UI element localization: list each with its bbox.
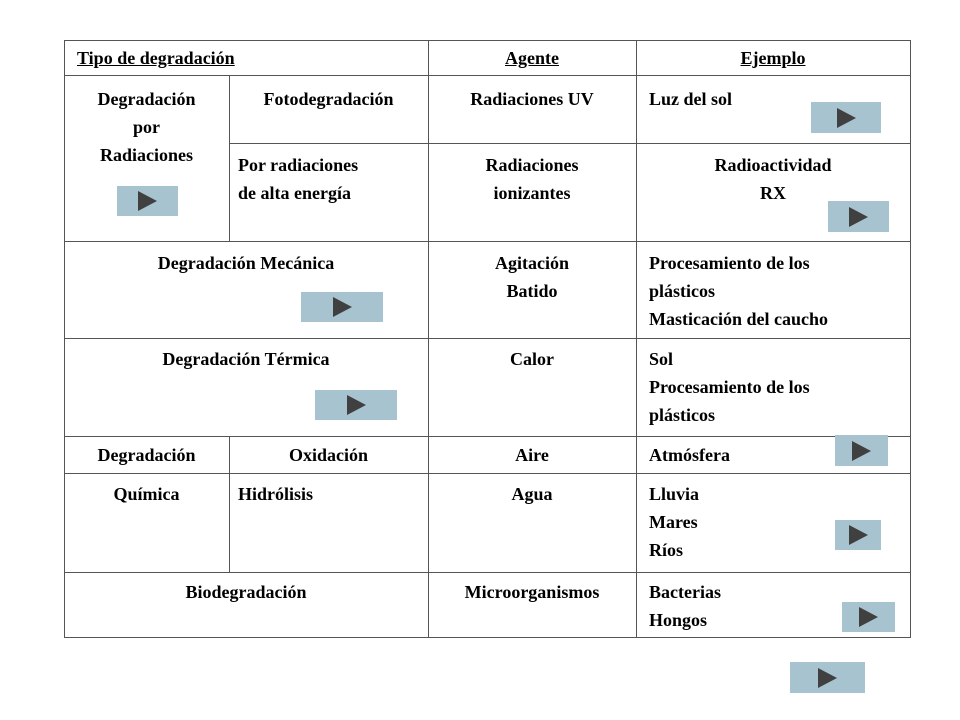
grid-line (64, 637, 911, 638)
play-button-radiaciones[interactable] (117, 186, 178, 216)
play-button-termica[interactable] (315, 390, 397, 420)
grid-line (64, 436, 911, 437)
grid-line (428, 40, 429, 638)
play-icon (849, 207, 868, 227)
cell-bio-ejemplo: Bacterias Hongos (649, 582, 721, 630)
play-icon (852, 441, 871, 461)
cell-bio-agente: Microorganismos (464, 582, 600, 602)
cell-radiaciones-group: Degradación por Radiaciones (97, 89, 196, 165)
grid-line (64, 75, 911, 76)
grid-line (229, 143, 911, 144)
play-button-bacterias[interactable] (842, 602, 895, 632)
play-button-lluvia[interactable] (835, 520, 881, 550)
play-icon (333, 297, 352, 317)
cell-oxidacion-ejemplo: Atmósfera (649, 445, 730, 465)
play-button-next[interactable] (790, 662, 865, 693)
grid-line (64, 473, 911, 474)
cell-termica: Degradación Térmica (162, 349, 330, 369)
cell-quimica-2: Química (113, 484, 180, 504)
play-button-luz-del-sol[interactable] (811, 102, 881, 133)
play-button-atmosfera[interactable] (835, 435, 888, 466)
cell-mecanica: Degradación Mecánica (157, 253, 335, 273)
play-icon (818, 668, 837, 688)
play-icon (347, 395, 366, 415)
cell-luz-del-sol: Luz del sol (649, 89, 733, 109)
cell-hidrolisis-agente: Agua (511, 484, 553, 504)
cell-quimica-1: Degradación (97, 445, 196, 465)
cell-fotodegradacion: Fotodegradación (263, 89, 394, 109)
cell-termica-agente: Calor (510, 349, 554, 369)
play-button-radioactividad[interactable] (828, 201, 889, 232)
cell-alta-energia: Por radiaciones de alta energía (238, 155, 359, 203)
grid-line (910, 40, 911, 638)
cell-radiaciones-ionizantes: Radiaciones ionizantes (485, 155, 579, 203)
grid-line (636, 40, 637, 638)
cell-radiaciones-uv: Radiaciones UV (470, 89, 594, 109)
grid-line (64, 40, 911, 41)
cell-biodegradacion: Biodegradación (185, 582, 307, 602)
play-icon (859, 607, 878, 627)
play-icon (849, 525, 868, 545)
cell-hidrolisis: Hidrólisis (238, 484, 314, 504)
play-icon (138, 191, 157, 211)
cell-radioactividad: Radioactividad RX (714, 155, 832, 203)
cell-oxidacion-agente: Aire (515, 445, 549, 465)
cell-hidrolisis-ejemplo: Lluvia Mares Ríos (649, 484, 700, 560)
grid-line (64, 572, 911, 573)
header-ejemplo: Ejemplo (740, 48, 806, 68)
cell-mecanica-agente: Agitación Batido (495, 253, 569, 301)
cell-mecanica-ejemplo: Procesamiento de los plásticos Masticación del caucho (649, 253, 828, 329)
header-agente: Agente (505, 48, 559, 68)
play-icon (837, 108, 856, 128)
grid-line (64, 241, 911, 242)
header-tipo: Tipo de degradación (77, 48, 235, 68)
cell-oxidacion: Oxidación (288, 445, 368, 465)
cell-termica-ejemplo: Sol Procesamiento de los plásticos (649, 349, 810, 425)
grid-line (64, 338, 911, 339)
play-button-mecanica[interactable] (301, 292, 383, 322)
